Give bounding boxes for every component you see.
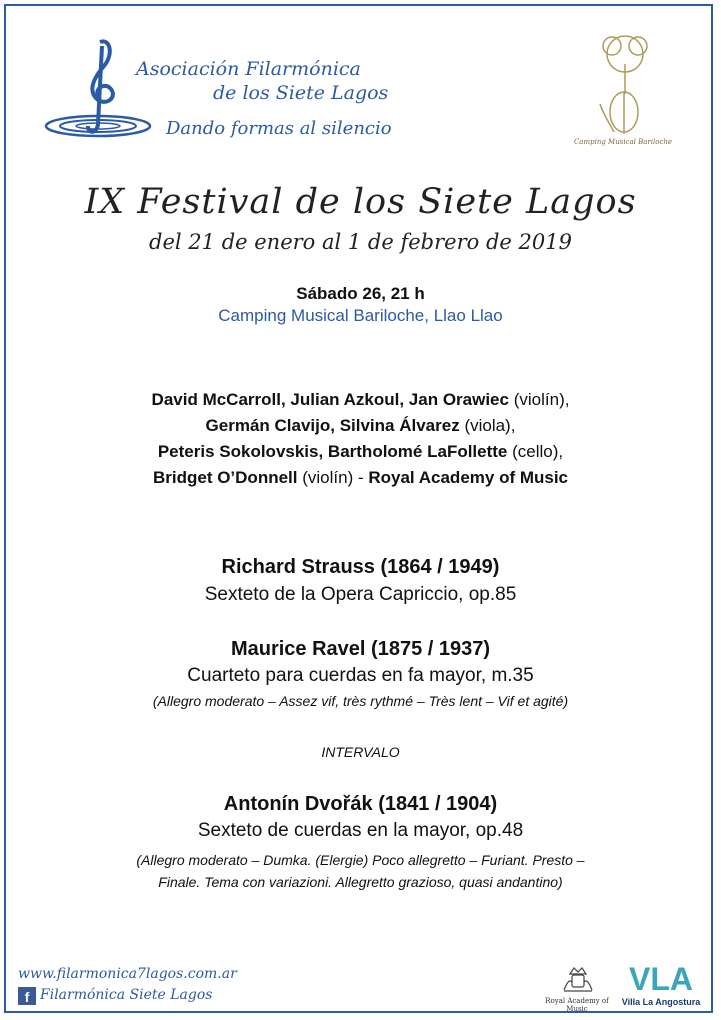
program-work: Cuarteto para cuerdas en fa mayor, m.35: [187, 665, 534, 686]
facebook-icon: f: [18, 987, 36, 1005]
camping-logo-label: Camping Musical Bariloche: [573, 138, 673, 146]
treble-clef-logo-icon: [40, 34, 170, 144]
program-work: Sexteto de cuerdas en la mayor, op.48: [197, 820, 524, 841]
performers-line3: [0, 439, 721, 465]
performer-names: Germán Clavijo, Silvina Álvarez: [205, 416, 460, 435]
vla-logo-icon: [621, 960, 701, 996]
vla-logo-label: Villa La Angostura: [621, 997, 701, 1007]
ram-logo-label: Royal Academy of Music: [545, 997, 609, 1013]
assoc-name-line2: de los Siete Lagos: [213, 82, 389, 104]
tree-cello-logo-icon: [580, 24, 670, 154]
performer-role: (violín) -: [302, 468, 364, 487]
program-composer: Maurice Ravel (1875 / 1937): [230, 638, 491, 660]
performer-role: (cello),: [512, 442, 564, 461]
program-movements-line: Finale. Tema con variazioni. Allegretto grazioso, quasi andantino): [158, 874, 563, 890]
performers-line1: [0, 387, 721, 413]
performers-block: [0, 387, 721, 491]
program-work: Sexteto de la Opera Capriccio, op.85: [204, 584, 517, 605]
royal-crest-icon: [560, 962, 596, 994]
festival-title: IX Festival de los Siete Lagos: [84, 182, 637, 222]
program-movements: (Allegro moderato – Assez vif, très rythmé – Très lent – Vif et agité): [152, 693, 569, 709]
program-movements: [0, 849, 721, 893]
performer-institution: Royal Academy of Music: [368, 468, 569, 487]
website-link[interactable]: www.filarmonica7lagos.com.ar: [18, 966, 237, 982]
program-movements-line: (Allegro moderato – Dumka. (Elergie) Poco allegretto – Furiant. Presto –: [136, 852, 585, 868]
performers-line2: [0, 413, 721, 439]
assoc-name-line1: Asociación Filarmónica: [136, 58, 361, 80]
performer-names: Bridget O’Donnell: [152, 468, 298, 487]
facebook-link[interactable]: Filarmónica Siete Lagos: [40, 987, 213, 1003]
performer-role: (violín),: [513, 390, 570, 409]
program-composer: Antonín Dvořák (1841 / 1904): [223, 793, 498, 815]
assoc-motto: Dando formas al silencio: [166, 118, 392, 139]
performer-role: (viola),: [464, 416, 516, 435]
program-composer: Richard Strauss (1864 / 1949): [221, 556, 500, 578]
performer-names: David McCarroll, Julian Azkoul, Jan Orawiec: [151, 390, 509, 409]
vla-logo-text: VLA: [629, 961, 693, 996]
performer-names: Peteris Sokolovskis, Bartholomé LaFollette: [157, 442, 508, 461]
festival-dates: del 21 de enero al 1 de febrero de 2019: [149, 230, 572, 254]
program-interval: INTERVALO: [321, 744, 400, 760]
event-date-time: Sábado 26, 21 h: [296, 284, 425, 303]
event-venue: Camping Musical Bariloche, Llao Llao: [218, 306, 503, 325]
performers-line4: [0, 465, 721, 491]
